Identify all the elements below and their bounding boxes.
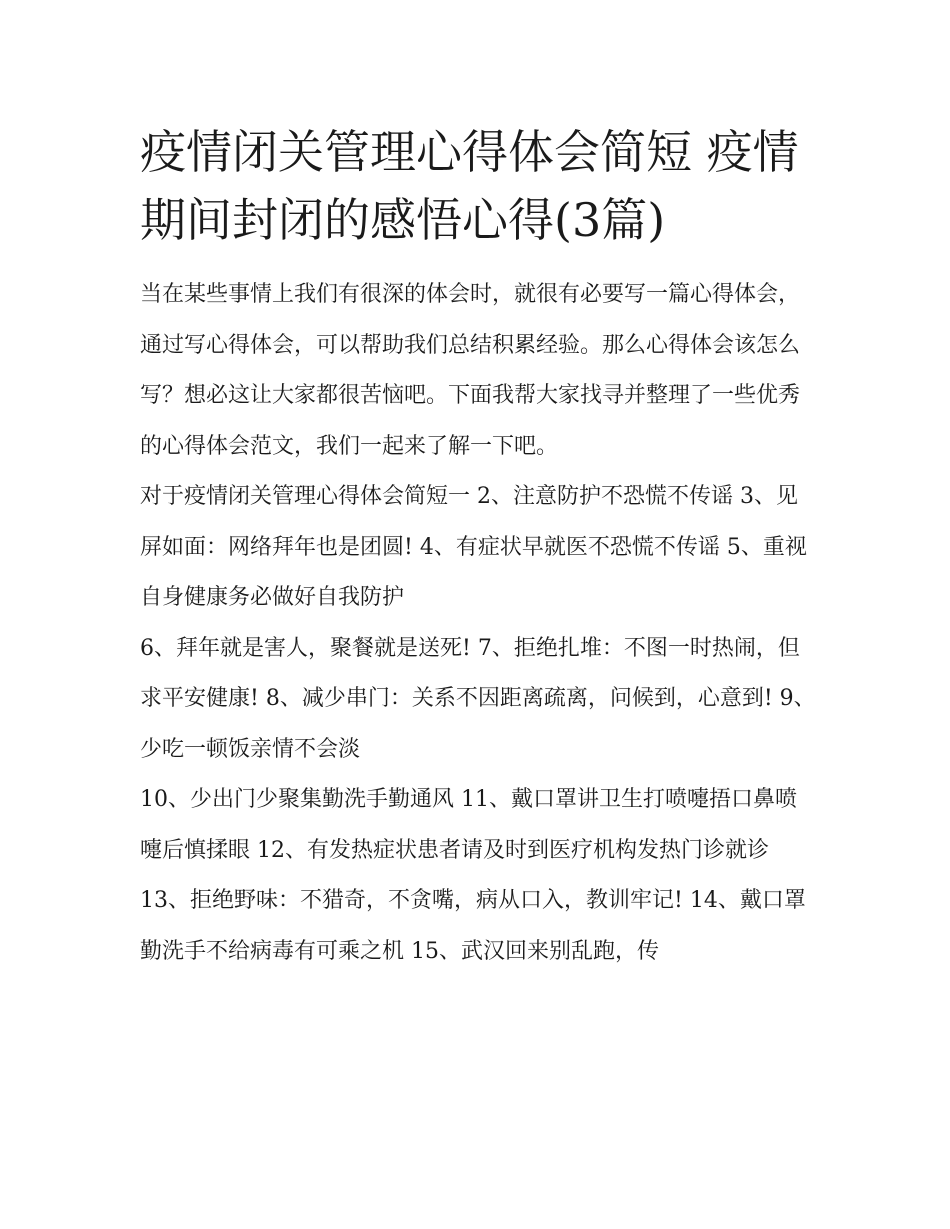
slogan-paragraph-3: 10、少出门少聚集勤洗手勤通风 11、戴口罩讲卫生打喷嚏捂口鼻喷嚏后慎揉眼 12、有发热症状患者请及时到医疗机构发热门诊就诊 [140, 787, 797, 863]
document-body [140, 118, 816, 977]
slogan-paragraph-2: 6、拜年就是害人，聚餐就是送死! 7、拒绝扎堆：不图一时热闹，但求平安健康! 8、减少串门：关系不因距离疏离，问候到，心意到! 9、少吃一顿饭亲情不会淡 [140, 635, 816, 762]
slogan-paragraph-4: 13、拒绝野味：不猎奇，不贪嘴，病从口入，教训牢记! 14、戴口罩勤洗手不给病毒有可乘之机 15、武汉回来别乱跑，传 [140, 888, 806, 964]
document-title [140, 118, 816, 254]
slogan-paragraph-1: 对于疫情闭关管理心得体会简短一 2、注意防护不恐慌不传谣 3、见屏如面：网络拜年也是团圆! 4、有症状早就医不恐慌不传谣 5、重视自身健康务必做好自我防护 [140, 484, 807, 610]
document-title-text: 疫情闭关管理心得体会简短 疫情期间封闭的感悟心得(3篇) [140, 125, 799, 247]
intro-paragraph: 当在某些事情上我们有很深的体会时，就很有必要写一篇心得体会，通过写心得体会，可以帮助我们总结积累经验。那么心得体会该怎么写？想必这让大家都很苦恼吧。下面我帮大家找寻并整理了一些优秀的心得体会范文，我们一起来了解一下吧。 [140, 282, 801, 459]
